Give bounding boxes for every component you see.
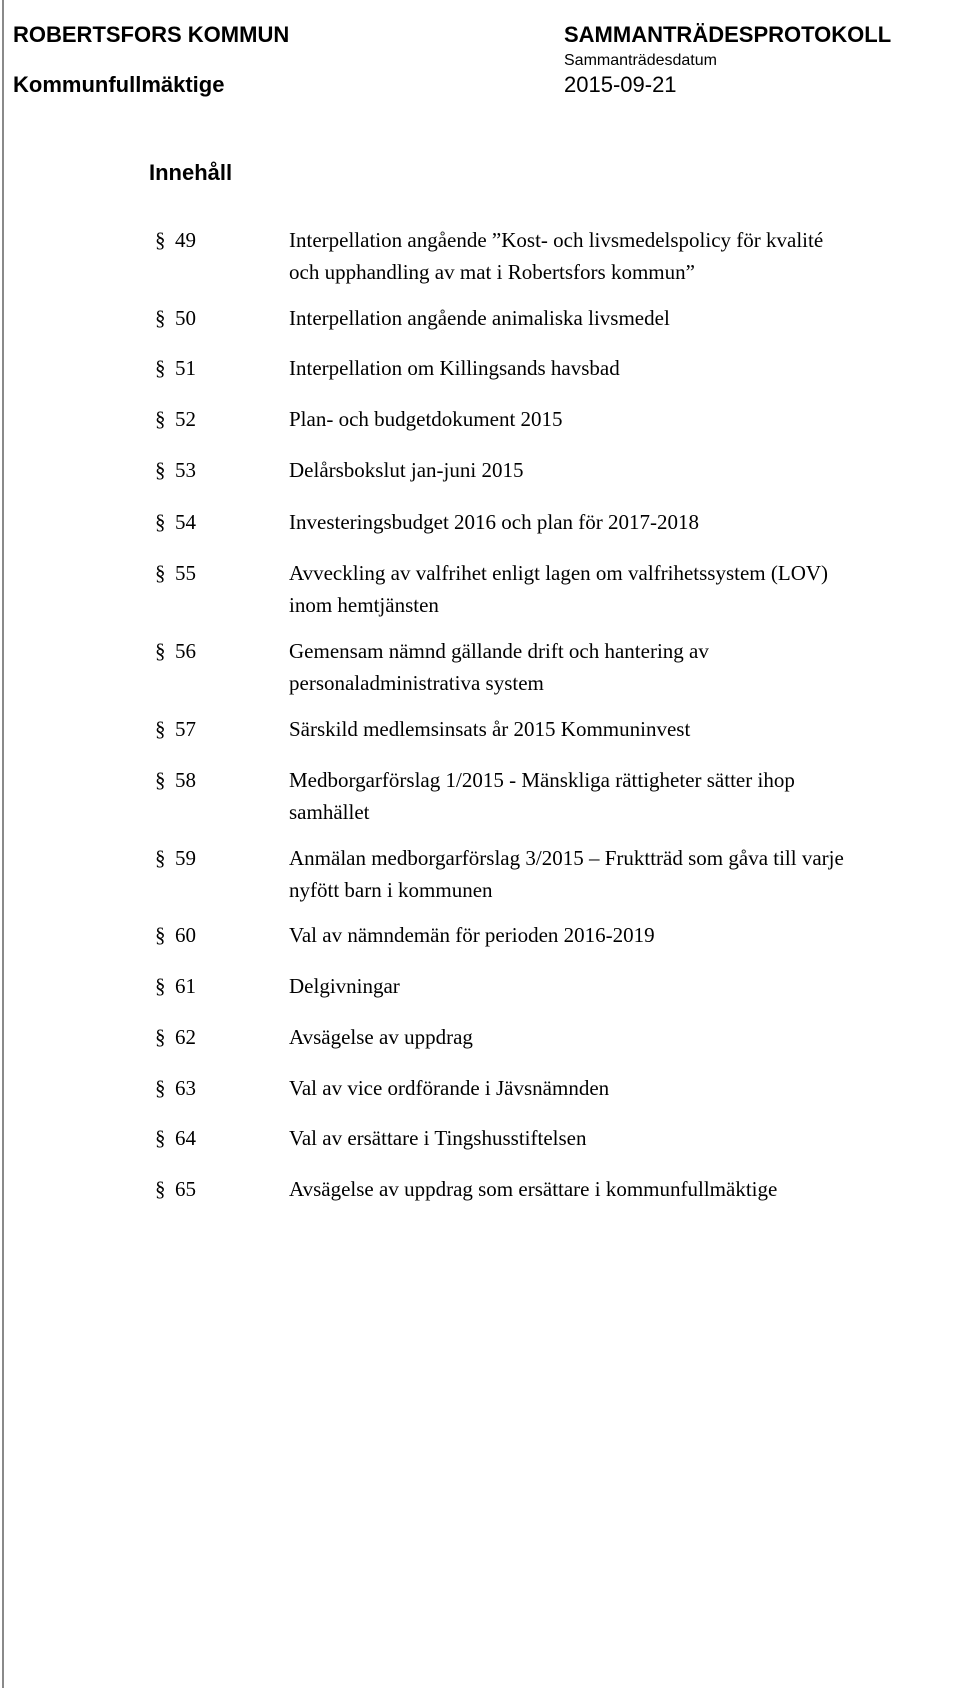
section-sign-icon: §	[155, 510, 166, 534]
toc-section-ref	[155, 557, 196, 589]
toc-section-number: 55	[175, 561, 196, 585]
toc-section-number: 60	[175, 923, 196, 947]
section-sign-icon: §	[155, 923, 166, 947]
section-sign-icon: §	[155, 561, 166, 585]
toc-section-ref	[155, 454, 196, 486]
section-sign-icon: §	[155, 1025, 166, 1049]
toc-item-title-line: Val av vice ordförande i Jävsnämnden	[289, 1076, 610, 1100]
toc-item-title	[289, 1021, 959, 1053]
section-sign-icon: §	[155, 717, 166, 741]
meeting-date-label: Sammanträdesdatum	[564, 52, 717, 69]
toc-section-ref	[155, 403, 196, 435]
toc-item-title	[289, 557, 959, 621]
document-type: SAMMANTRÄDESPROTOKOLL	[564, 22, 892, 47]
toc-item-title-line: Interpellation angående ”Kost- och livsmedelspolicy för kvalité	[289, 228, 824, 252]
toc-item-title-line: Val av ersättare i Tingshusstiftelsen	[289, 1126, 587, 1150]
toc-section-number: 53	[175, 458, 196, 482]
toc-item-title-line: inom hemtjänsten	[289, 593, 439, 617]
section-sign-icon: §	[155, 974, 166, 998]
toc-section-number: 58	[175, 768, 196, 792]
section-sign-icon: §	[155, 846, 166, 870]
section-sign-icon: §	[155, 356, 166, 380]
toc-item-title-line: samhället	[289, 800, 370, 824]
toc-section-ref	[155, 302, 196, 334]
section-sign-icon: §	[155, 306, 166, 330]
toc-section-ref	[155, 842, 196, 874]
toc-section-number: 57	[175, 717, 196, 741]
toc-item-title-line: Delgivningar	[289, 974, 400, 998]
toc-section-ref	[155, 224, 196, 256]
meeting-date: 2015-09-21	[564, 72, 677, 97]
toc-item-title	[289, 1173, 959, 1205]
toc-item-title	[289, 635, 959, 699]
toc-section-ref	[155, 919, 196, 951]
toc-item-title-line: Delårsbokslut jan-juni 2015	[289, 458, 524, 482]
toc-item-title-line: Avsägelse av uppdrag	[289, 1025, 473, 1049]
toc-item-title	[289, 713, 959, 745]
toc-item-title-line: Särskild medlemsinsats år 2015 Kommuninvest	[289, 717, 691, 741]
toc-item-title-line: Avveckling av valfrihet enligt lagen om valfrihetssystem (LOV)	[289, 561, 829, 585]
toc-section-number: 59	[175, 846, 196, 870]
toc-section-number: 56	[175, 639, 196, 663]
page-left-rule	[2, 0, 4, 1688]
toc-section-number: 64	[175, 1126, 196, 1150]
toc-item-title-line: och upphandling av mat i Robertsfors kommun”	[289, 260, 695, 284]
toc-item-title-line: Avsägelse av uppdrag som ersättare i kommunfullmäktige	[289, 1177, 778, 1201]
toc-section-number: 54	[175, 510, 196, 534]
toc-item-title	[289, 970, 959, 1002]
toc-section-number: 62	[175, 1025, 196, 1049]
organization-name: ROBERTSFORS KOMMUN	[13, 22, 290, 47]
toc-section-number: 51	[175, 356, 196, 380]
toc-section-ref	[155, 1021, 196, 1053]
toc-item-title-line: Interpellation om Killingsands havsbad	[289, 356, 620, 380]
toc-section-ref	[155, 970, 196, 1002]
toc-section-ref	[155, 352, 196, 384]
section-sign-icon: §	[155, 1126, 166, 1150]
toc-section-ref	[155, 764, 196, 796]
toc-section-number: 63	[175, 1076, 196, 1100]
toc-section-number: 49	[175, 228, 196, 252]
section-sign-icon: §	[155, 1076, 166, 1100]
toc-item-title	[289, 764, 959, 828]
toc-section-ref	[155, 1072, 196, 1104]
toc-item-title	[289, 352, 959, 384]
toc-item-title-line: Investeringsbudget 2016 och plan för 2017-2018	[289, 510, 700, 534]
section-sign-icon: §	[155, 407, 166, 431]
toc-item-title	[289, 842, 959, 906]
toc-item-title-line: Anmälan medborgarförslag 3/2015 – Fruktträd som gåva till varje	[289, 846, 844, 870]
toc-section-ref	[155, 1122, 196, 1154]
toc-item-title	[289, 454, 959, 486]
toc-section-number: 61	[175, 974, 196, 998]
toc-item-title	[289, 919, 959, 951]
toc-item-title-line: Medborgarförslag 1/2015 - Mänskliga rättigheter sätter ihop	[289, 768, 795, 792]
toc-heading: Innehåll	[149, 160, 233, 185]
toc-item-title	[289, 403, 959, 435]
toc-item-title-line: Gemensam nämnd gällande drift och hantering av	[289, 639, 709, 663]
toc-section-number: 50	[175, 306, 196, 330]
toc-section-ref	[155, 1173, 196, 1205]
toc-item-title-line: Plan- och budgetdokument 2015	[289, 407, 563, 431]
toc-section-ref	[155, 713, 196, 745]
toc-item-title	[289, 224, 959, 288]
toc-item-title-line: Val av nämndemän för perioden 2016-2019	[289, 923, 655, 947]
section-sign-icon: §	[155, 639, 166, 663]
section-sign-icon: §	[155, 458, 166, 482]
toc-item-title	[289, 506, 959, 538]
section-sign-icon: §	[155, 228, 166, 252]
toc-section-ref	[155, 635, 196, 667]
toc-section-ref	[155, 506, 196, 538]
section-sign-icon: §	[155, 1177, 166, 1201]
assembly-name: Kommunfullmäktige	[13, 72, 225, 97]
toc-item-title-line: Interpellation angående animaliska livsmedel	[289, 306, 670, 330]
toc-item-title	[289, 1122, 959, 1154]
section-sign-icon: §	[155, 768, 166, 792]
toc-item-title-line: personaladministrativa system	[289, 671, 544, 695]
toc-section-number: 52	[175, 407, 196, 431]
toc-item-title	[289, 1072, 959, 1104]
toc-section-number: 65	[175, 1177, 196, 1201]
toc-item-title	[289, 302, 959, 334]
toc-item-title-line: nyfött barn i kommunen	[289, 878, 493, 902]
